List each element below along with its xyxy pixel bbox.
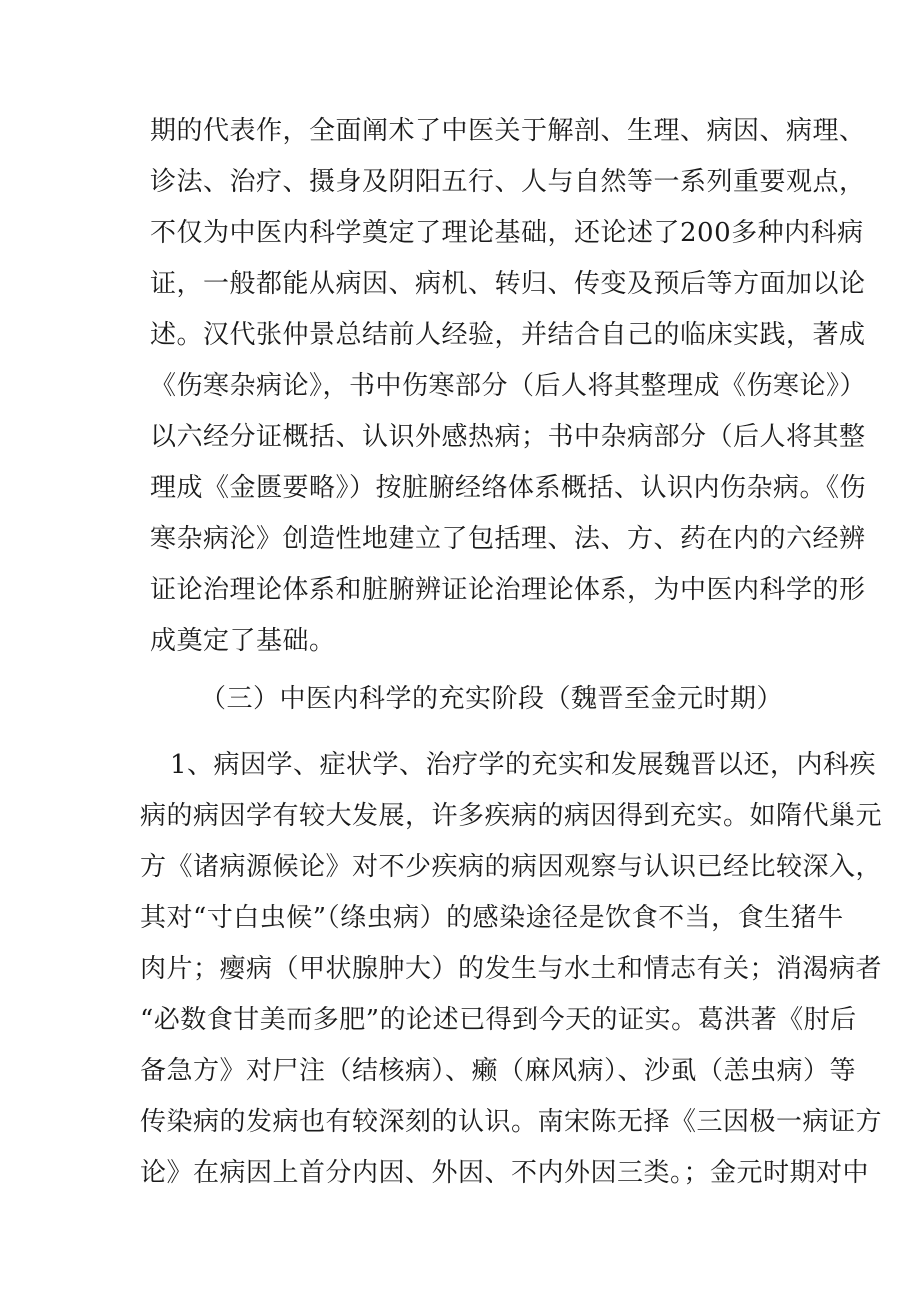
paragraph-1-line-7: 以六经分证概括、认识外感热病；书中杂病部分（后人将其整	[150, 422, 866, 452]
paragraph-1-line-9: 寒杂病沦》创造性地建立了包括理、法、方、药在内的六经辨	[150, 524, 866, 554]
paragraph-1-line-3: 不仅为中医内科学奠定了理论基础，还论述了200多种内科病	[150, 218, 864, 248]
paragraph-1-line-8: 理成《金匮要略》）按脏腑经络体系概括、认识内伤杂病。《伤	[150, 473, 867, 503]
section-heading: （三）中医内科学的充实阶段（魏晋至金元时期）	[200, 684, 784, 714]
paragraph-2-line-2: 病的病因学有较大发展，许多疾病的病因得到充实。如隋代巢元	[140, 801, 883, 831]
paragraph-2-line-6: “必数食甘美而多肥”的论述已得到今天的证实。葛洪著《肘后	[140, 1005, 857, 1035]
paragraph-1-line-6: 《伤寒杂病论》，书中伤寒部分（后人将其整理成《伤寒论》）	[150, 371, 867, 401]
paragraph-1-line-4: 证，一般都能从病因、病机、转归、传变及预后等方面加以论	[150, 269, 866, 299]
paragraph-1-line-10: 证论治理论体系和脏腑辨证论治理论体系，为中医内科学的形	[150, 575, 866, 605]
paragraph-2-line-8: 传染病的发病也有较深刻的认识。南宋陈无择《三因极一病证方	[140, 1107, 883, 1137]
paragraph-1-line-2: 诊法、治疗、摄身及阴阳五行、人与自然等一系列重要观点，	[150, 167, 866, 197]
paragraph-1-line-1: 期的代表作，全面阐术了中医关于解剖、生理、病因、病理、	[150, 116, 866, 146]
paragraph-2-line-1: 1、病因学、症状学、治疗学的充实和发展魏晋以还，内科疾	[170, 750, 877, 780]
paragraph-1-line-5: 述。汉代张仲景总结前人经验，并结合自己的临床实践，著成	[150, 320, 866, 350]
paragraph-2-line-3: 方《诸病源候论》对不少疾病的病因观察与认识已经比较深入，	[140, 852, 883, 882]
paragraph-2-line-7: 备急方》对尸注（结核病）、癞（麻风病）、沙虱（恙虫病）等	[140, 1056, 857, 1086]
paragraph-2-line-9: 论》在病因上首分内因、外因、不内外因三类。；金元时期对中	[140, 1158, 870, 1188]
paragraph-2-line-5: 肉片；瘿病（甲状腺肿大）的发生与水土和情志有关；消渴病者	[140, 954, 883, 984]
paragraph-2-line-4: 其对“寸白虫候”（绦虫病）的感染途径是饮食不当，食生猪牛	[140, 903, 844, 933]
paragraph-1-line-11: 成奠定了基础。	[150, 626, 336, 656]
